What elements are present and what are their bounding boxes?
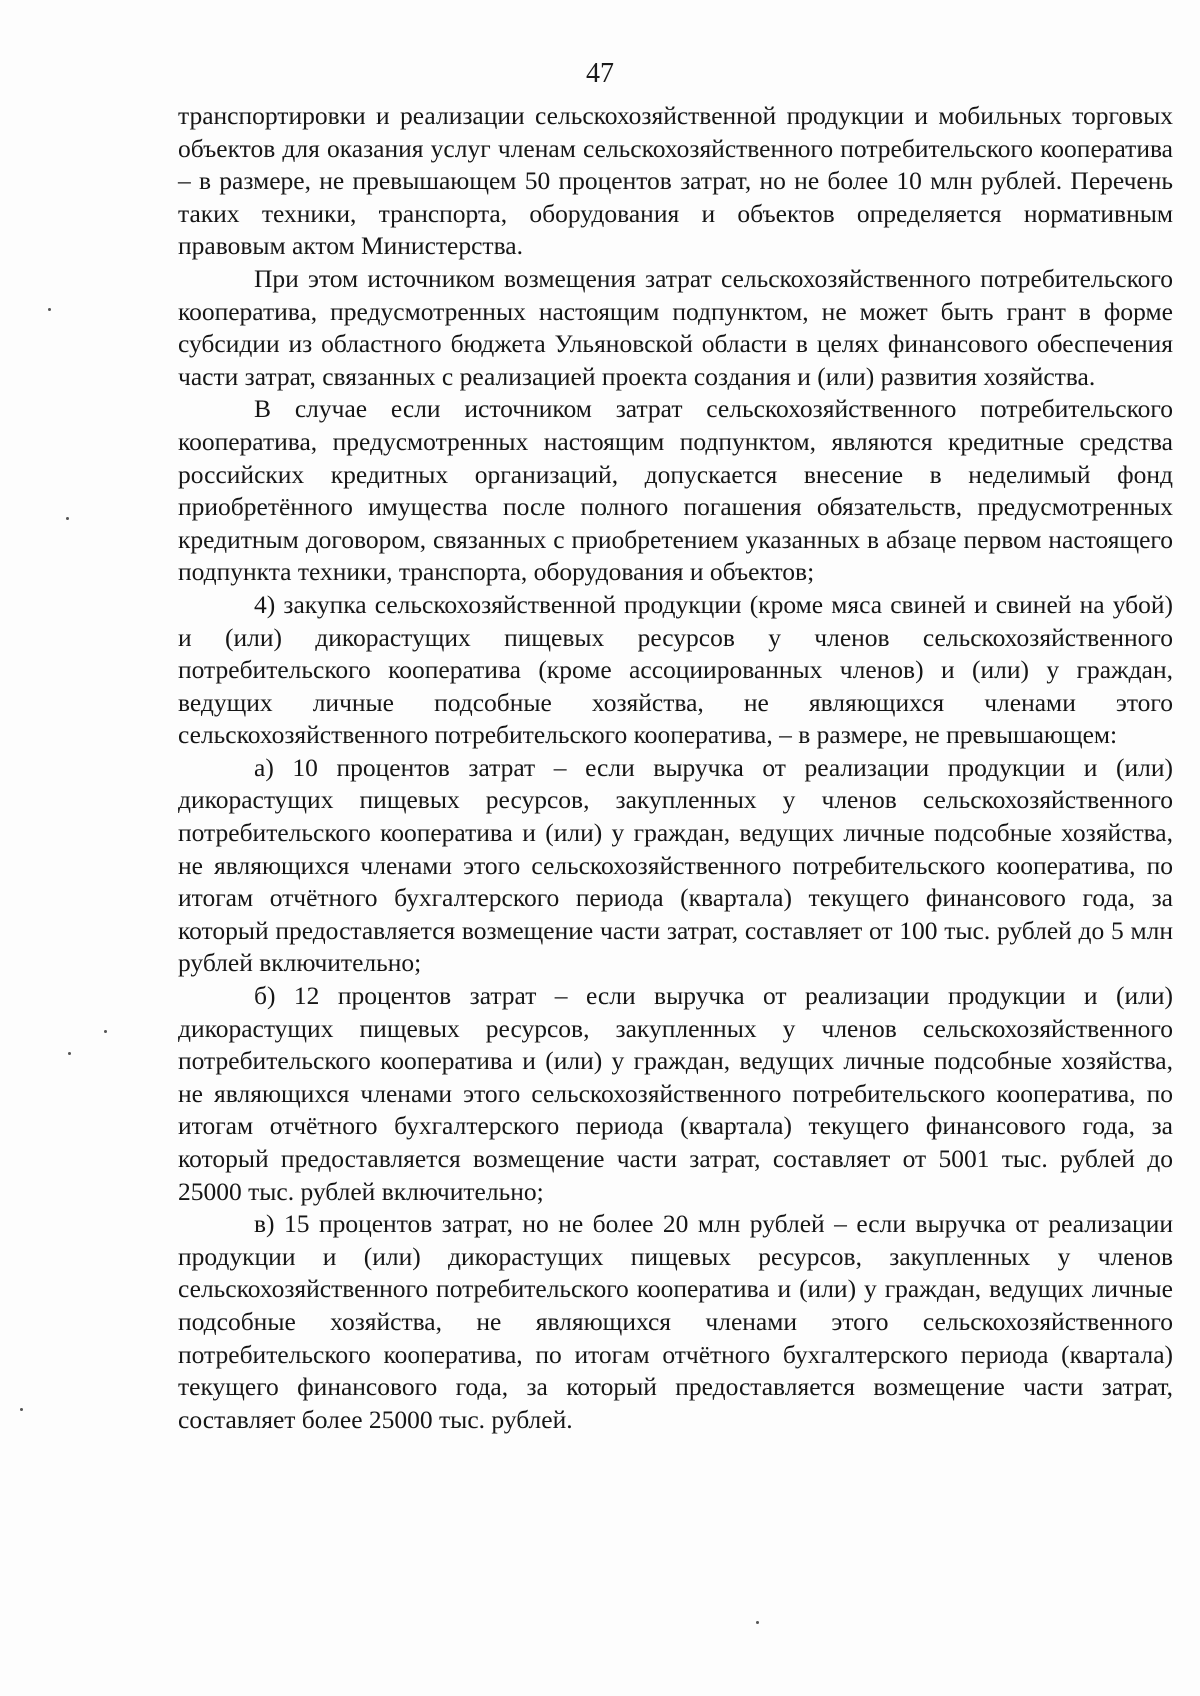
scan-speck — [68, 1052, 71, 1055]
scan-speck — [66, 517, 69, 520]
scan-speck — [48, 308, 51, 311]
paragraph-item-b: б) 12 процентов затрат – если выручка от реализации продукции и (или) дикорастущих пищевых ресурсов, закупленных у членов сельскохозяйственного потребительского кооператива и (или) у граждан, ведущих личные подсобные хозяйства, не являющихся членами этого сельскохозяйственного потребительского кооператива, по итогам отчётного бухгалтерского периода (квартала) текущего финансового года, за который предоставляется возмещение части затрат, составляет от 5001 тыс. рублей до 25000 тыс. рублей включительно; — [178, 981, 1173, 1206]
paragraph-item-a: а) 10 процентов затрат – если выручка от реализации продукции и (или) дикорастущих пищевых ресурсов, закупленных у членов сельскохозяйственного потребительского кооператива и (или) у граждан, ведущих личные подсобные хозяйства, не являющихся членами этого сельскохозяйственного потребительского кооператива, по итогам отчётного бухгалтерского периода (квартала) текущего финансового года, за который предоставляется возмещение части затрат, составляет от 100 тыс. рублей до 5 млн рублей включительно; — [178, 752, 1173, 978]
scan-speck — [20, 1408, 23, 1411]
document-body — [178, 100, 1173, 1436]
scan-speck — [756, 1621, 759, 1624]
paragraph-credit-funds: В случае если источником затрат сельскохозяйственного потребительского кооператива, предусмотренных настоящим подпунктом, являются кредитные средства российских кредитных организаций, допускается внесение в неделимый фонд приобретённого имущества после полного погашения обязательств, предусмотренных кредитным договором, связанных с приобретением указанных в абзаце первом настоящего подпункта техники, транспорта, оборудования и объектов; — [178, 394, 1173, 587]
paragraph-item-v: в) 15 процентов затрат, но не более 20 млн рублей – если выручка от реализации продукции и (или) дикорастущих пищевых ресурсов, закупленных у членов сельскохозяйственного потребительского кооператива и (или) у граждан, ведущих личные подсобные хозяйства, не являющихся членами этого сельскохозяйственного потребительского кооператива, по итогам отчётного бухгалтерского периода (квартала) текущего финансового года, за который предоставляется возмещение части затрат, составляет более 25000 тыс. рублей. — [178, 1209, 1173, 1434]
paragraph-grant-source: При этом источником возмещения затрат сельскохозяйственного потребительского кооператива, предусмотренных настоящим подпунктом, не может быть грант в форме субсидии из областного бюджета Ульяновской области в целях финансового обеспечения части затрат, связанных с реализацией проекта создания и (или) развития хозяйства. — [178, 263, 1173, 391]
paragraph-item-4: 4) закупка сельскохозяйственной продукции (кроме мяса свиней и свиней на убой) и (или) дикорастущих пищевых ресурсов у членов сельскохозяйственного потребительского кооператива (кроме ассоциированных членов) и (или) у граждан, ведущих личные подсобные хозяйства, не являющихся членами этого сельскохозяйственного потребительского кооператива, – в размере, не превышающем: — [178, 589, 1173, 750]
scan-speck — [104, 1030, 107, 1033]
paragraph-continuation: транспортировки и реализации сельскохозяйственной продукции и мобильных торговых объектов для оказания услуг членам сельскохозяйственного потребительского кооператива – в размере, не превышающем 50 процентов затрат, но не более 10 млн рублей. Перечень таких техники, транспорта, оборудования и объектов определяется нормативным правовым актом Министерства. — [178, 101, 1173, 261]
page-number: 47 — [586, 58, 614, 89]
